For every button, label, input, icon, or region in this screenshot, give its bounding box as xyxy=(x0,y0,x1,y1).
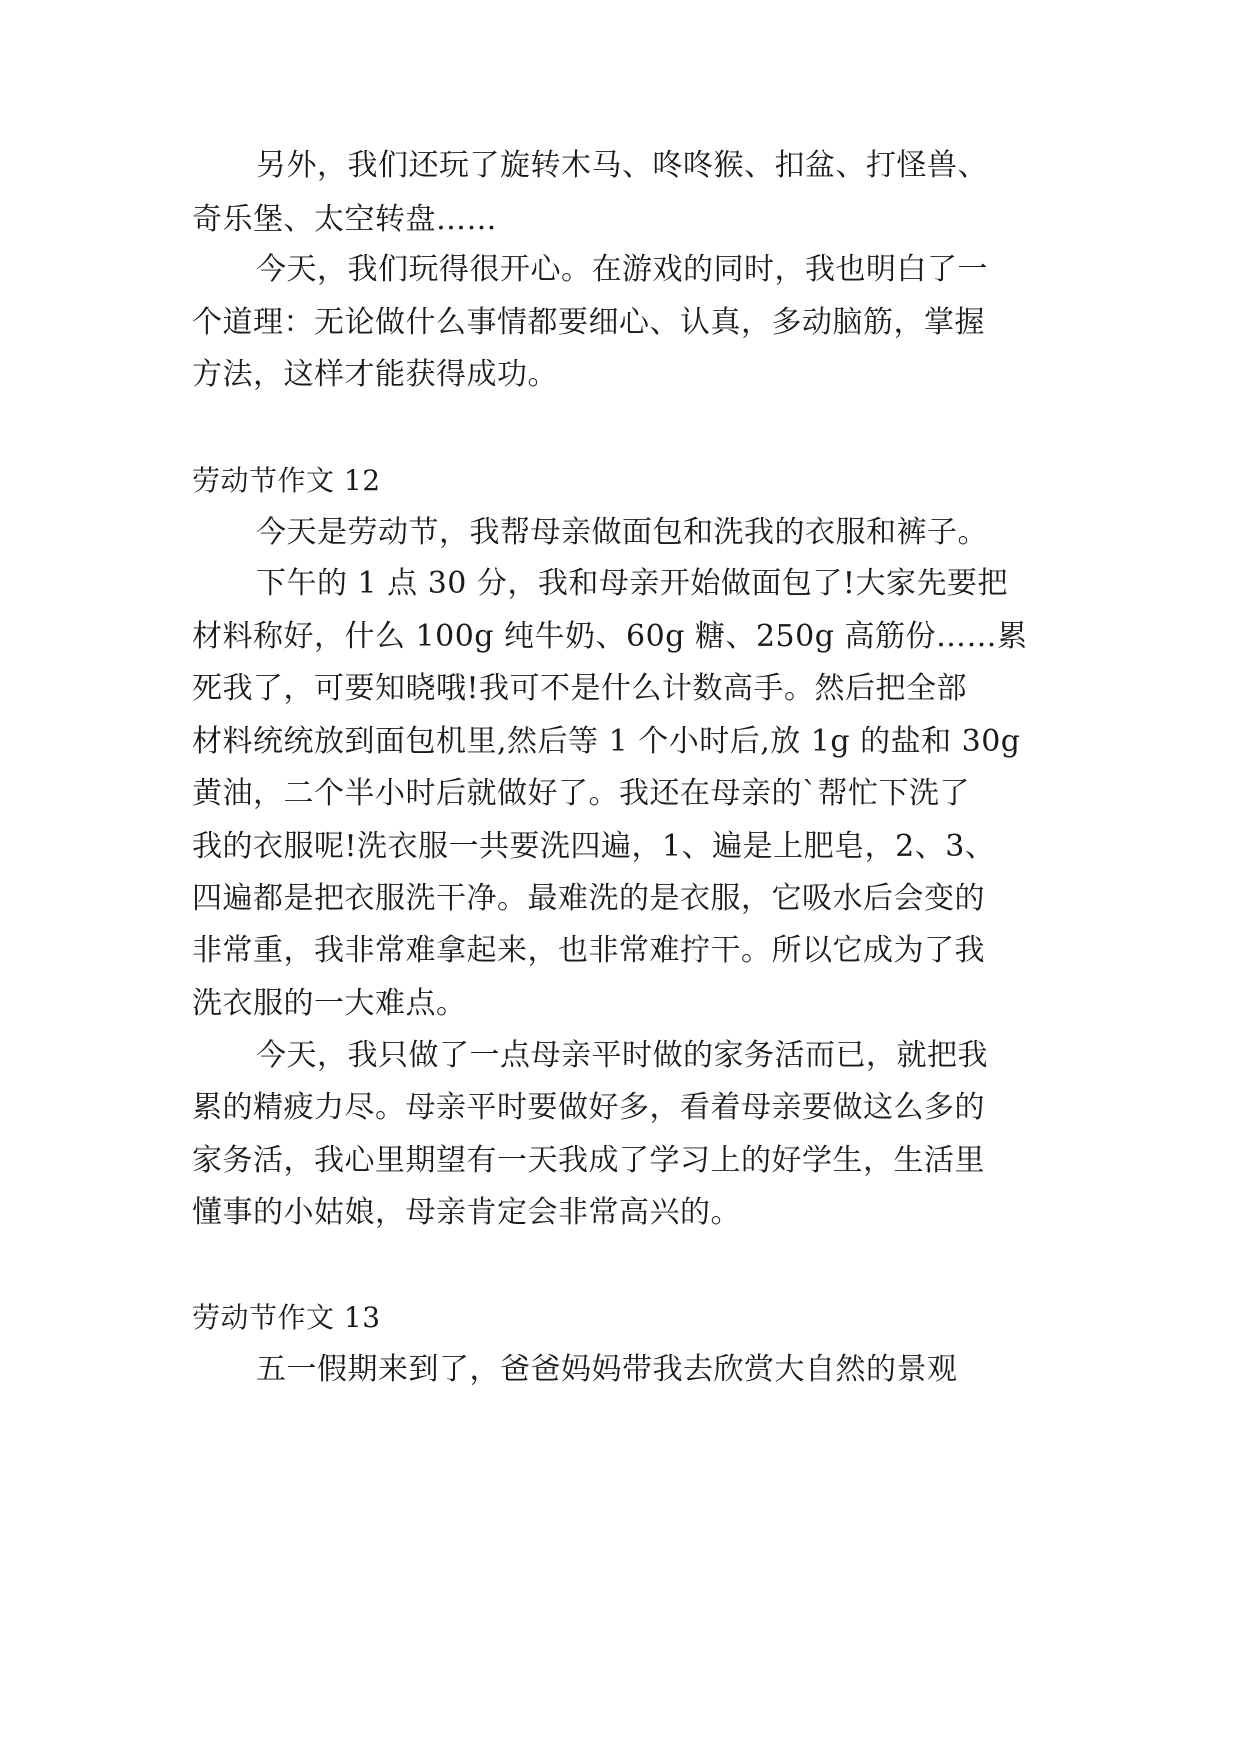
paragraph-line: 方法，这样才能获得成功。 xyxy=(192,357,558,392)
paragraph-line: 今天是劳动节，我帮母亲做面包和洗我的衣服和裤子。 xyxy=(256,515,988,550)
paragraph-line: 四遍都是把衣服洗干净。最难洗的是衣服，它吸水后会变的 xyxy=(192,881,985,916)
paragraph-line: 个道理：无论做什么事情都要细心、认真，多动脑筋，掌握 xyxy=(192,305,985,340)
paragraph-line: 材料称好，什么 100g 纯牛奶、60g 糖、250g 高筋份……累 xyxy=(192,619,1028,654)
paragraph-line: 今天，我只做了一点母亲平时做的家务活而已，就把我 xyxy=(256,1038,988,1073)
section-heading-12: 劳动节作文 12 xyxy=(192,464,381,497)
section-heading-13: 劳动节作文 13 xyxy=(192,1301,381,1334)
paragraph-line: 家务活，我心里期望有一天我成了学习上的好学生，生活里 xyxy=(192,1143,985,1178)
paragraph-line: 懂事的小姑娘，母亲肯定会非常高兴的。 xyxy=(192,1195,741,1230)
paragraph-line: 黄油，二个半小时后就做好了。我还在母亲的`帮忙下洗了 xyxy=(192,776,970,811)
paragraph-line: 下午的 1 点 30 分，我和母亲开始做面包了!大家先要把 xyxy=(256,566,1008,601)
paragraph-line: 五一假期来到了，爸爸妈妈带我去欣赏大自然的景观 xyxy=(256,1352,958,1387)
paragraph-line: 死我了，可要知晓哦!我可不是什么计数高手。然后把全部 xyxy=(192,671,968,706)
paragraph-line: 我的衣服呢!洗衣服一共要洗四遍，1、遍是上肥皂，2、3、 xyxy=(192,829,996,864)
paragraph-line: 今天，我们玩得很开心。在游戏的同时，我也明白了一 xyxy=(256,252,988,287)
paragraph-line: 累的精疲力尽。母亲平时要做好多，看着母亲要做这么多的 xyxy=(192,1090,985,1125)
paragraph-line: 材料统统放到面包机里,然后等 1 个小时后,放 1g 的盐和 30g xyxy=(192,724,1021,759)
paragraph-line: 非常重，我非常难拿起来，也非常难拧干。所以它成为了我 xyxy=(192,933,985,968)
paragraph-line: 另外，我们还玩了旋转木马、咚咚猴、扣盆、打怪兽、 xyxy=(256,148,988,183)
paragraph-line: 洗衣服的一大难点。 xyxy=(192,986,467,1021)
paragraph-line: 奇乐堡、太空转盘…… xyxy=(192,202,497,237)
